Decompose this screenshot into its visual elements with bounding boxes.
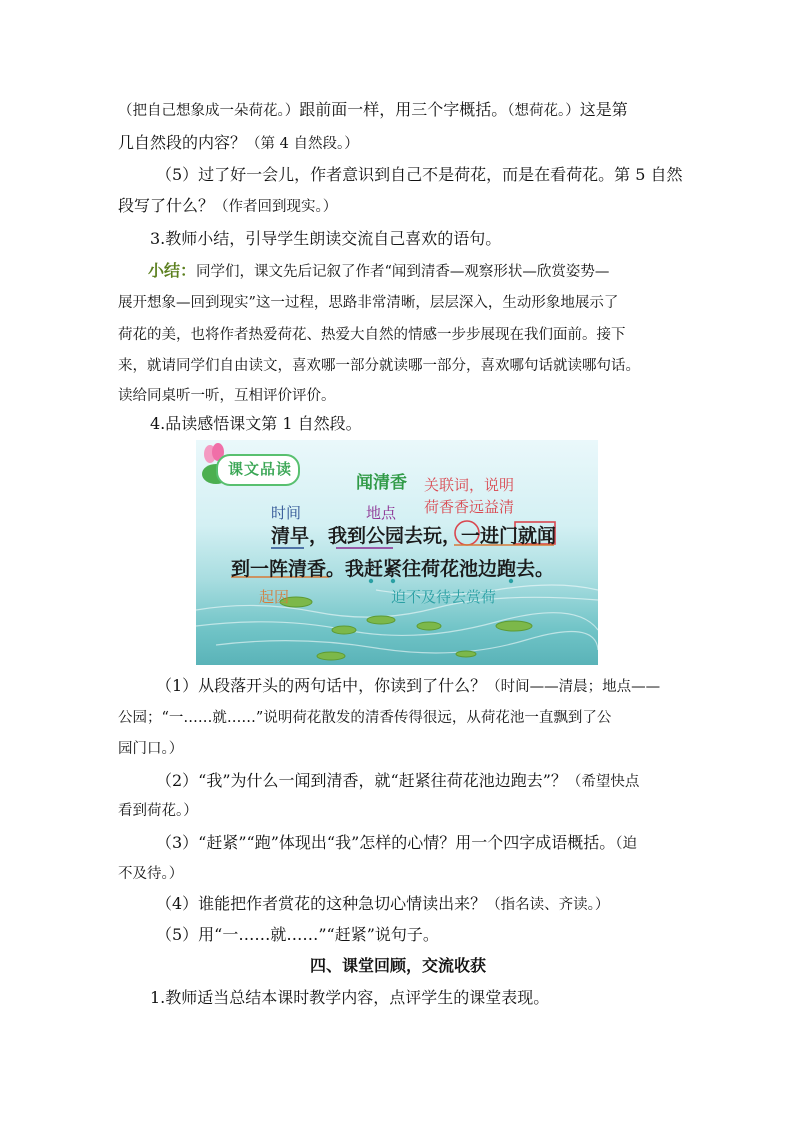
answer-note: （希望快点 bbox=[566, 774, 640, 790]
badge-text: 课文品读 bbox=[228, 460, 293, 478]
answer-line: 园门口。） bbox=[118, 741, 184, 757]
annotation-time: 时间 bbox=[271, 504, 302, 522]
annotation-cause: 起因 bbox=[259, 588, 290, 606]
annotation-connective-2: 荷香香远益清 bbox=[424, 498, 515, 516]
answer-line: 不及待。） bbox=[118, 866, 184, 882]
text-span: 跟前面一样，用三个字概括。 bbox=[299, 100, 508, 119]
answer-note: （时间——清晨；地点—— bbox=[486, 679, 661, 695]
passage-line-1: 清早，我到公园去玩，一进门就闻 bbox=[271, 525, 557, 547]
lesson-figure bbox=[196, 440, 598, 665]
section-badge bbox=[202, 450, 298, 486]
answer-note: （指名读、齐读。） bbox=[486, 897, 610, 913]
text-line bbox=[118, 195, 337, 218]
text-line bbox=[148, 260, 609, 283]
text-span: （1）从段落开头的两句话中，你读到了什么？ bbox=[156, 676, 487, 695]
text-span: 几自然段的内容？ bbox=[118, 133, 247, 152]
text-line bbox=[118, 99, 628, 122]
text-line bbox=[156, 675, 660, 698]
text-line: 1.教师适当总结本课时教学内容，点评学生的课堂表现。 bbox=[150, 988, 550, 1007]
answer-line: 看到荷花。） bbox=[118, 803, 198, 819]
annotation-place: 地点 bbox=[366, 504, 397, 522]
annotation-connective: 关联词，说明 bbox=[424, 476, 515, 494]
text-line: 4.品读感悟课文第 1 自然段。 bbox=[150, 414, 362, 433]
answer-note: （第 4 自然段。） bbox=[246, 136, 359, 152]
text-line: 3.教师小结，引导学生朗读交流自己喜欢的语句。 bbox=[150, 229, 502, 248]
figure-title: 闻清香 bbox=[356, 473, 407, 493]
answer-note: （迫 bbox=[615, 836, 638, 852]
annotation-eager: 迫不及待去赏荷 bbox=[391, 588, 497, 606]
summary-line: 读给同桌听一听，互相评价评价。 bbox=[118, 388, 336, 404]
answer-note: （想荷花。） bbox=[507, 103, 580, 119]
answer-note: （把自己想象成一朵荷花。） bbox=[118, 103, 300, 119]
text-span: （2）“我”为什么一闻到清香，就“赶紧往荷花池边跑去”？ bbox=[156, 771, 567, 790]
text-span: （3）“赶紧”“跑”体现出“我”怎样的心情？用一个四字成语概括。 bbox=[156, 833, 616, 852]
passage-line-2: 到一阵清香。我赶紧往荷花池边跑去。 bbox=[231, 558, 555, 580]
text-line bbox=[118, 132, 359, 155]
text-span: 这是第 bbox=[579, 100, 628, 119]
text-line bbox=[156, 770, 639, 793]
summary-text: 同学们，课文先后记叙了作者“闻到清香—观察形状—欣赏姿势— bbox=[196, 264, 610, 280]
answer-line: 公园；“一……就……”说明荷花散发的清香传得很远，从荷花池一直飘到了公 bbox=[118, 710, 612, 726]
text-span: 段写了什么？ bbox=[118, 196, 215, 215]
answer-note: （作者回到现实。） bbox=[214, 199, 338, 215]
text-line bbox=[156, 893, 609, 916]
text-span: （4）谁能把作者赏花的这种急切心情读出来？ bbox=[156, 894, 487, 913]
summary-label: 小结： bbox=[148, 261, 197, 280]
text-line: （5）用“一……就……”“赶紧”说句子。 bbox=[156, 925, 439, 944]
text-line: （5）过了好一会儿，作者意识到自己不是荷花，而是在看荷花。第 5 自然 bbox=[156, 165, 683, 184]
text-line bbox=[156, 832, 637, 855]
summary-line: 荷花的美，也将作者热爱荷花、热爱大自然的情感一步步展现在我们面前。接下 bbox=[118, 327, 626, 343]
summary-line: 来，就请同学们自由读文，喜欢哪一部分就读哪一部分，喜欢哪句话就读哪句话。 bbox=[118, 358, 640, 374]
summary-line: 展开想象—回到现实”这一过程，思路非常清晰，层层深入，生动形象地展示了 bbox=[118, 295, 619, 311]
section-heading: 四、课堂回顾，交流收获 bbox=[310, 956, 487, 975]
